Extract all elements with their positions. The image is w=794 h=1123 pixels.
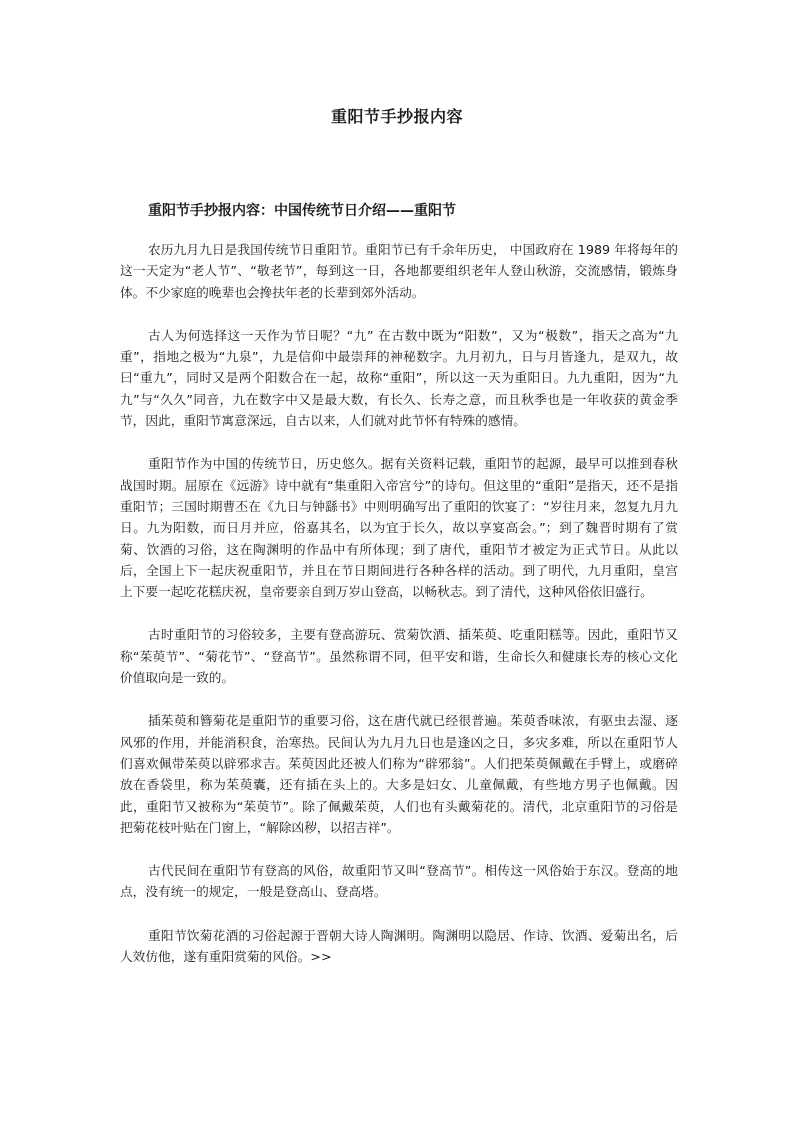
paragraph: 农历九月九日是我国传统节日重阳节。重阳节已有千余年历史， 中国政府在 1989 年将每年的这一天定为“老人节”、“敬老节”，每到这一日，各地都要组织老年人登山秋游，交流感情，锻炼身体。不少家庭的晚辈也会搀扶年老的长辈到郊外活动。 — [120, 242, 678, 300]
article-body — [120, 239, 678, 989]
paragraph: 重阳节作为中国的传统节日，历史悠久。据有关资料记载，重阳节的起源，最早可以推到春秋战国时期。屈原在《远游》诗中就有“集重阳入帝宫兮”的诗句。但这里的“重阳”是指天，还不是指重阳节；三国时期曹丕在《九日与钟繇书》中则明确写出了重阳的饮宴了：“岁往月来，忽复九月九日。九为阳数，而日月并应，俗嘉其名，以为宜于长久，故以享宴高会。”；到了魏晋时期有了赏菊、饮酒的习俗，这在陶渊明的作品中有所体现；到了唐代，重阳节才被定为正式节日。从此以后，全国上下一起庆祝重阳节，并且在节日期间进行各种各样的活动。到了明代，九月重阳，皇宫上下要一起吃花糕庆祝，皇帝要亲自到万岁山登高，以畅秋志。到了清代，这种风俗依旧盛行。 — [120, 456, 678, 600]
paragraph: 重阳节饮菊花酒的习俗起源于晋朝大诗人陶渊明。陶渊明以隐居、作诗、饮酒、爱菊出名，后人效仿他，遂有重阳赏菊的风俗。>> — [120, 927, 678, 965]
document-title: 重阳节手抄报内容 — [330, 107, 463, 126]
paragraph: 古时重阳节的习俗较多，主要有登高游玩、赏菊饮酒、插茱萸、吃重阳糕等。因此，重阳节又称“茱萸节”、“菊花节”、“登高节”。虽然称谓不同，但平安和谐，生命长久和健康长寿的核心文化价值取向是一致的。 — [120, 627, 678, 686]
paragraph: 古代民间在重阳节有登高的风俗，故重阳节又叫“登高节”。相传这一风俗始于东汉。登高的地点，没有统一的规定，一般是登高山、登高塔。 — [120, 863, 678, 900]
paragraph: 古人为何选择这一天作为节日呢？“九” 在古数中既为“阳数”，又为“极数”，指天之高为“九重”，指地之极为“九泉”，九是信仰中最崇拜的神秘数字。九月初九，日与月皆逢九，是双九，故曰“重九”，同时又是两个阳数合在一起，故称“重阳”，所以这一天为重阳日。九九重阳，因为“九九”与“久久”同音，九在数字中又是最大数，有长久、长寿之意，而且秋季也是一年收获的黄金季节，因此，重阳节寓意深远，自古以来，人们就对此节怀有特殊的感情。 — [120, 327, 678, 429]
paragraph: 插茱萸和簪菊花是重阳节的重要习俗，这在唐代就已经很普遍。茱萸香味浓，有驱虫去湿、逐风邪的作用，并能消积食，治寒热。民间认为九月九日也是逢凶之日，多灾多难，所以在重阳节人们喜欢佩带茱萸以辟邪求吉。茱萸因此还被人们称为“辟邪翁”。人们把茱萸佩戴在手臂上，或磨碎放在香袋里，称为茱萸囊，还有插在头上的。大多是妇女、儿童佩戴，有些地方男子也佩戴。因此，重阳节又被称为“茱萸节”。除了佩戴茱萸，人们也有头戴菊花的。清代，北京重阳节的习俗是把菊花枝叶贴在门窗上，“解除凶秽，以招吉祥”。 — [120, 713, 678, 835]
section-heading: 重阳节手抄报内容：中国传统节日介绍——重阳节 — [148, 203, 456, 219]
